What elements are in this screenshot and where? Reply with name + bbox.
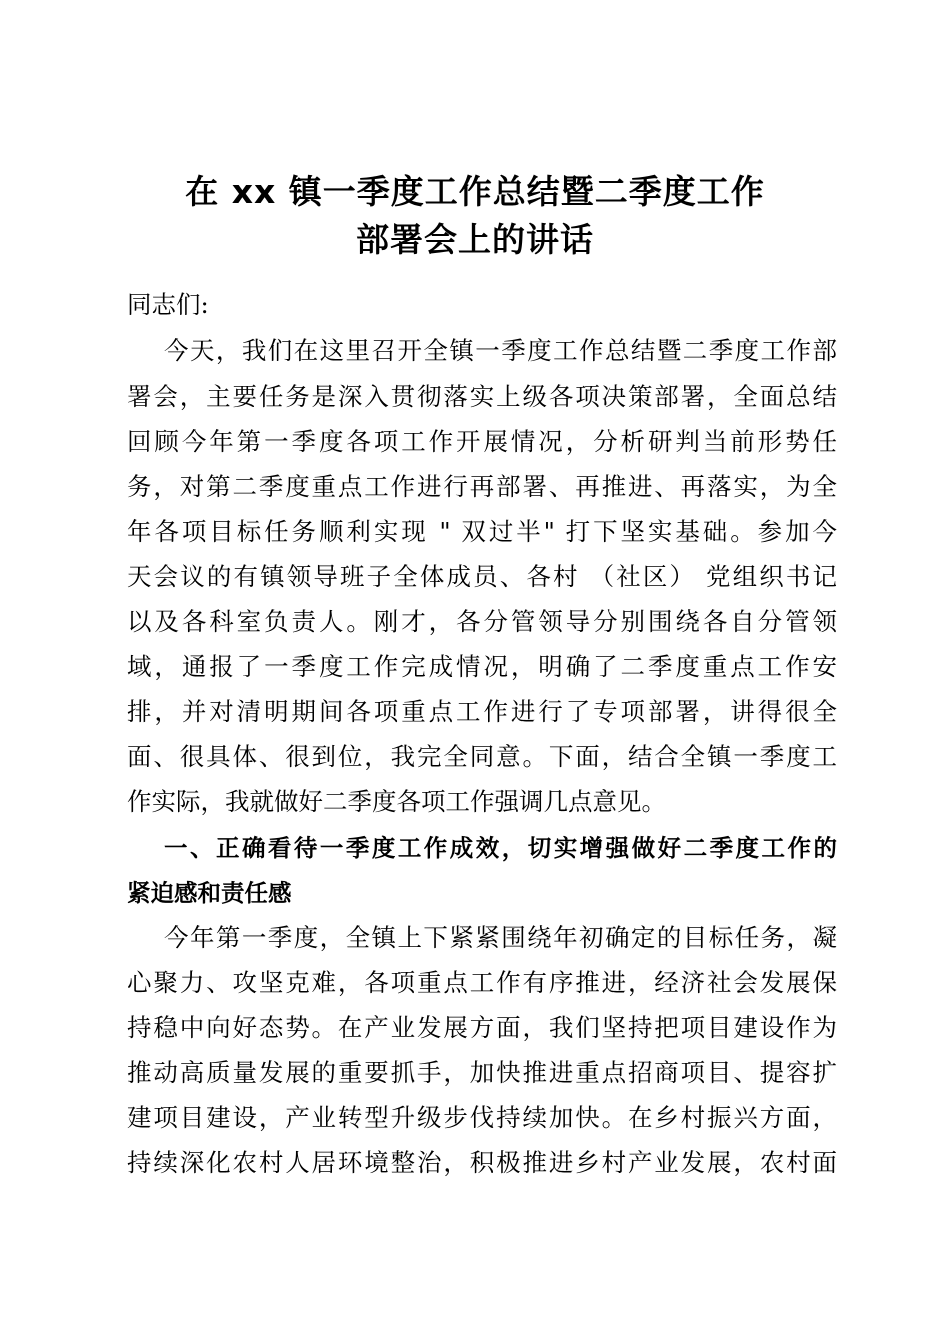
paragraph-2-line: 持续深化农村人居环境整治，积极推进乡村产业发展，农村面 bbox=[127, 1148, 837, 1177]
paragraph-1-line: 年各项目标任务顺利实现 " 双过半" 打下坚实基础。参加今 bbox=[127, 517, 837, 546]
section-heading-1: 一、正确看待一季度工作成效，切实增强做好二季度工作的 bbox=[164, 834, 837, 862]
paragraph-1-line: 署会，主要任务是深入贯彻落实上级各项决策部署，全面总结 bbox=[127, 382, 837, 411]
paragraph-1-line: 务，对第二季度重点工作进行再部署、再推进、再落实，为全 bbox=[127, 472, 837, 501]
paragraph-1-line: 面、很具体、很到位，我完全同意。下面，结合全镇一季度工 bbox=[127, 742, 837, 771]
paragraph-2-line: 建项目建设，产业转型升级步伐持续加快。在乡村振兴方面， bbox=[127, 1103, 837, 1132]
paragraph-1-line: 以及各科室负责人。刚才，各分管领导分别围绕各自分管领 bbox=[127, 607, 837, 636]
paragraph-1-line: 今天，我们在这里召开全镇一季度工作总结暨二季度工作部 bbox=[164, 336, 837, 365]
paragraph-1-line: 天会议的有镇领导班子全体成员、各村 （社区） 党组织书记 bbox=[127, 562, 837, 591]
paragraph-1-line: 域，通报了一季度工作完成情况，明确了二季度重点工作安 bbox=[127, 652, 837, 681]
paragraph-2-line: 今年第一季度，全镇上下紧紧围绕年初确定的目标任务，凝 bbox=[164, 923, 837, 952]
paragraph-1-line: 作实际，我就做好二季度各项工作强调几点意见。 bbox=[127, 787, 666, 816]
paragraph-2-line: 推动高质量发展的重要抓手，加快推进重点招商项目、提容扩 bbox=[127, 1058, 837, 1087]
paragraph-2-line: 持稳中向好态势。在产业发展方面，我们坚持把项目建设作为 bbox=[127, 1013, 837, 1042]
salutation: 同志们: bbox=[127, 290, 209, 319]
section-heading-1: 紧迫感和责任感 bbox=[127, 879, 292, 907]
paragraph-2-line: 心聚力、攻坚克难，各项重点工作有序推进，经济社会发展保 bbox=[127, 968, 837, 997]
paragraph-1-line: 排，并对清明期间各项重点工作进行了专项部署，讲得很全 bbox=[127, 697, 837, 726]
paragraph-1-line: 回顾今年第一季度各项工作开展情况，分析研判当前形势任 bbox=[127, 427, 837, 456]
document-title-line-2: 部署会上的讲话 bbox=[356, 220, 594, 259]
document-title-line-1: 在 xx 镇一季度工作总结暨二季度工作 bbox=[185, 172, 765, 211]
